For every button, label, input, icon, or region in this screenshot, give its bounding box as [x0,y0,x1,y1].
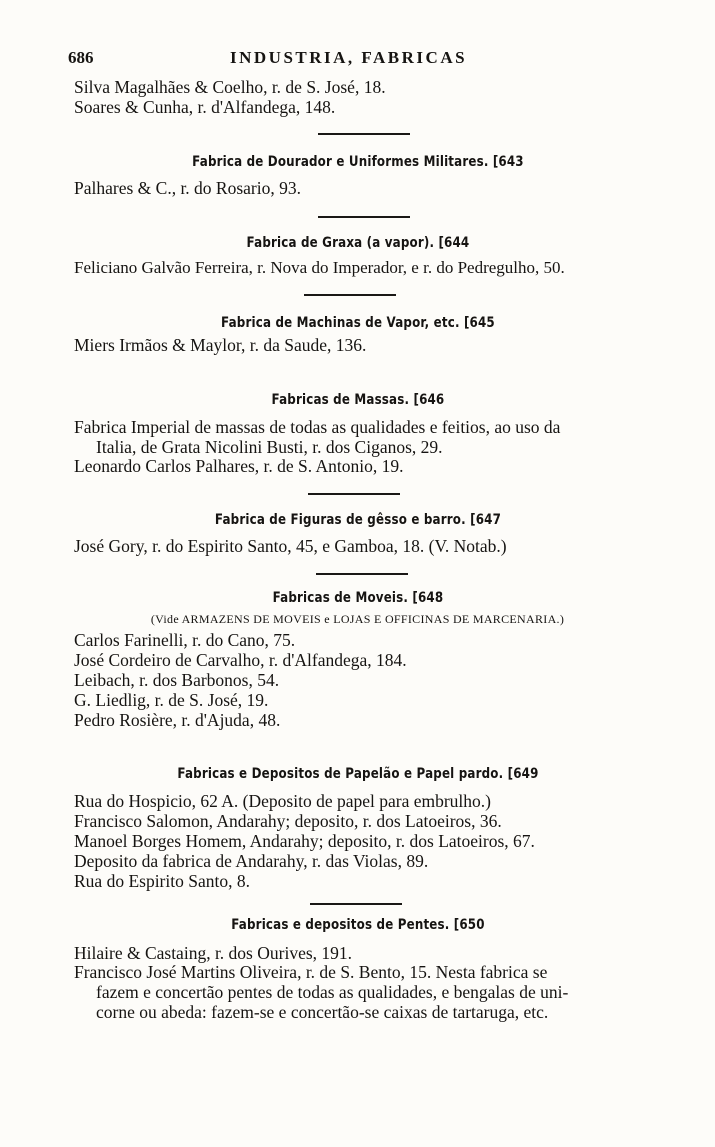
section-heading: Fabrica de Graxa (a vapor). [644 [246,235,470,251]
entry-line: Feliciano Galvão Ferreira, r. Nova do Imperador, e r. do Pedregulho, 50. [74,258,565,277]
section-heading: Fabrica de Dourador e Uniformes Militares. [643 [192,154,524,170]
entry-line: Fabrica Imperial de massas de todas as qualidades e feitios, ao uso da [74,417,561,437]
entry-line: Italia, de Grata Nicolini Busti, r. dos Ciganos, 29. [96,437,443,457]
entry-line: Carlos Farinelli, r. do Cano, 75. [74,630,296,650]
entry-line: Manoel Borges Homem, Andarahy; deposito, r. dos Latoeiros, 67. [74,831,535,851]
entry-line: Francisco Salomon, Andarahy; deposito, r. dos Latoeiros, 36. [74,811,502,831]
entry-line: corne ou abeda: fazem-se e concertão-se caixas de tartaruga, etc. [96,1002,549,1022]
entry-line: Leibach, r. dos Barbonos, 54. [74,670,280,690]
section-heading: Fabricas e depositos de Pentes. [650 [231,917,485,933]
entry-line: José Gory, r. do Espirito Santo, 45, e Gamboa, 18. (V. Notab.) [74,536,507,556]
page-number: 686 [68,48,94,67]
entry-line: Francisco José Martins Oliveira, r. de S. Bento, 15. Nesta fabrica se [74,962,548,982]
section-divider [316,573,408,575]
section-heading: Fabrica de Figuras de gêsso e barro. [647 [214,512,502,528]
section-divider [318,133,410,135]
running-head: INDUSTRIA, FABRICAS [230,48,468,67]
entry-line: Leonardo Carlos Palhares, r. de S. Antonio, 19. [74,456,404,476]
entry-line: Soares & Cunha, r. d'Alfandega, 148. [74,97,336,117]
cross-reference-note: (Vide ARMAZENS DE MOVEIS e LOJAS E OFFICINAS DE MARCENARIA.) [150,612,565,626]
entry-line: Silva Magalhães & Coelho, r. de S. José, 18. [74,77,386,97]
entry-line: Hilaire & Castaing, r. dos Ourives, 191. [74,943,353,963]
section-heading: Fabricas de Massas. [646 [271,392,445,408]
entry-line: G. Liedlig, r. de S. José, 19. [74,690,269,710]
section-divider [308,493,400,495]
section-heading: Fabricas de Moveis. [648 [272,590,444,606]
entry-line: fazem e concertão pentes de todas as qualidades, e bengalas de uni- [96,982,569,1002]
entry-line: Rua do Hospicio, 62 A. (Deposito de papel para embrulho.) [74,791,491,811]
section-heading: Fabricas e Depositos de Papelão e Papel pardo. [649 [177,766,539,782]
entry-line: Rua do Espirito Santo, 8. [74,871,250,891]
section-divider [318,216,410,218]
entry-line: José Cordeiro de Carvalho, r. d'Alfandega, 184. [74,650,407,670]
page-header [68,48,675,72]
section-heading: Fabrica de Machinas de Vapor, etc. [645 [221,315,495,331]
section-divider [304,294,396,296]
entry-line: Miers Irmãos & Maylor, r. da Saude, 136. [74,335,367,355]
entry-line: Deposito da fabrica de Andarahy, r. das Violas, 89. [74,851,429,871]
section-divider [310,903,402,905]
entry-line: Palhares & C., r. do Rosario, 93. [74,178,301,198]
entry-line: Pedro Rosière, r. d'Ajuda, 48. [74,710,281,730]
